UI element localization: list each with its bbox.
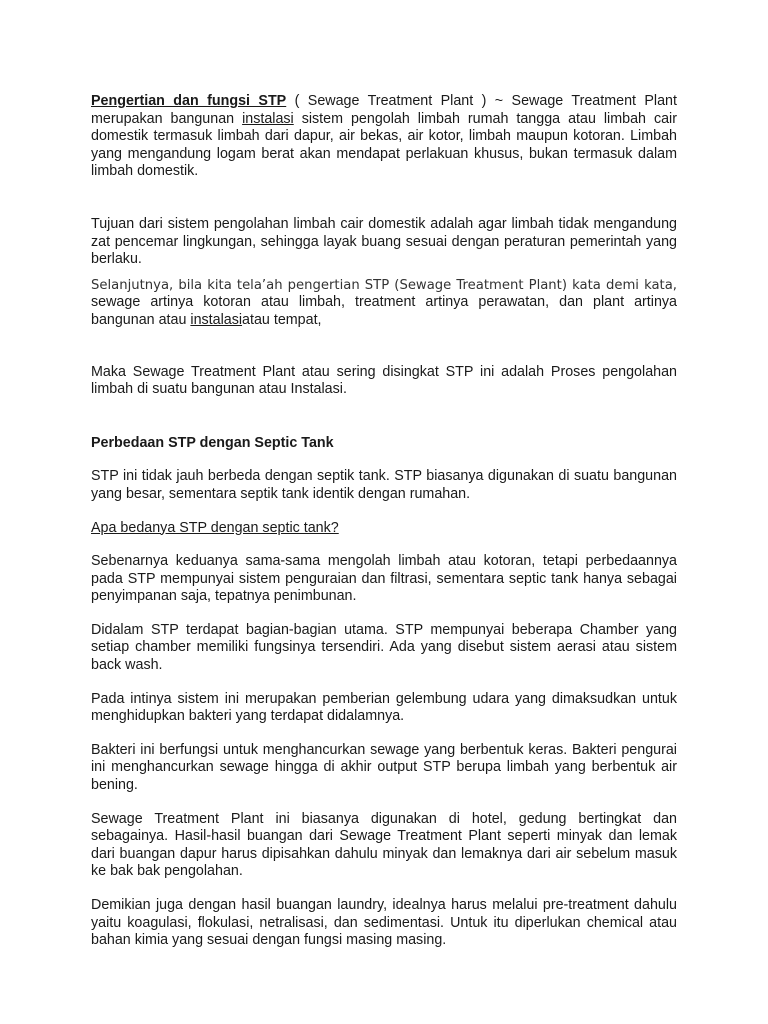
paragraph-conclusion: Maka Sewage Treatment Plant atau sering disingkat STP ini adalah Proses pengolahan limbah di suatu bangunan atau Instalasi. [91, 363, 677, 398]
paragraph-difference: Sebenarnya keduanya sama-sama mengolah limbah atau kotoran, tetapi perbedaannya pada STP mempunyai sistem penguraian dan filtrasi, sementara septic tank hanya sebagai penyimpanan saja, tepatnya penimbunan. [91, 553, 677, 605]
paragraph-laundry: Demikian juga dengan hasil buangan laundry, idealnya harus melalui pre-treatment dahulu yaitu koagulasi, flokulasi, netralisasi, dan sedimentasi. Untuk itu diperlukan chemical atau bahan kimia yang sesuai dengan fungsi masing masing. [91, 897, 677, 949]
term-breakdown-intro: Selanjutnya, bila kita tela’ah pengertian STP (Sewage Treatment Plant) kata demi kata, [91, 277, 677, 293]
instalasi-link-2[interactable]: instalasi [190, 311, 243, 328]
definition-title: Pengertian dan fungsi STP [91, 93, 287, 109]
definition-text-end: sistem pengolah limbah rumah tangga atau limbah cair domestik termasuk limbah dari dapur, air bekas, air kotor, limbah maupun kotoran. Limbah yang mengandung logam berat akan mendapat perlakuan khusus, bukan termasuk dalam limbah domestik. [91, 110, 677, 180]
term-breakdown-text: sewage artinya kotoran atau limbah, treatment artinya perawatan, dan plant artinya bangunan atau [91, 294, 677, 328]
definition-text-start: ( Sewage Treatment Plant ) ~ Sewage Treatment Plant merupakan bangunan [91, 93, 677, 127]
paragraph-term-breakdown [91, 277, 677, 330]
paragraph-purpose: Tujuan dari sistem pengolahan limbah cair domestik adalah agar limbah tidak mengandung zat pencemar lingkungan, sehingga layak buang sesuai dengan peraturan pemerintah yang berlaku. [91, 215, 677, 268]
paragraph-aeration: Pada intinya sistem ini merupakan pemberian gelembung udara yang dimaksudkan untuk menghidupkan bakteri yang terdapat didalamnya. [91, 690, 677, 725]
question-heading: Apa bedanya STP dengan septic tank? [91, 519, 339, 536]
document-page [91, 93, 677, 950]
instalasi-link[interactable]: instalasi [242, 110, 294, 127]
section-heading: Perbedaan STP dengan Septic Tank [91, 434, 334, 451]
paragraph-comparison: STP ini tidak jauh berbeda dengan septik tank. STP biasanya digunakan di suatu bangunan yang besar, sementara septik tank identik dengan rumahan. [91, 468, 677, 502]
paragraph-chambers: Didalam STP terdapat bagian-bagian utama. STP mempunyai beberapa Chamber yang setiap chamber memiliki fungsinya tersendiri. Ada yang disebut sistem aerasi atau sistem back wash. [91, 621, 677, 674]
term-breakdown-end: atau tempat, [242, 311, 322, 328]
paragraph-definition [91, 93, 677, 181]
paragraph-usage: Sewage Treatment Plant ini biasanya digunakan di hotel, gedung bertingkat dan sebagainya. Hasil-hasil buangan dari Sewage Treatment Plant seperti minyak dan lemak dari buangan dapur harus dipisahkan dahulu minyak dan lemaknya dari air sebelum masuk ke bak bak pengolahan. [91, 810, 677, 880]
paragraph-bacteria: Bakteri ini berfungsi untuk menghancurkan sewage yang berbentuk keras. Bakteri pengurai ini menghancurkan sewage hingga di akhir output STP berupa limbah yang berbentuk air bening. [91, 741, 677, 794]
